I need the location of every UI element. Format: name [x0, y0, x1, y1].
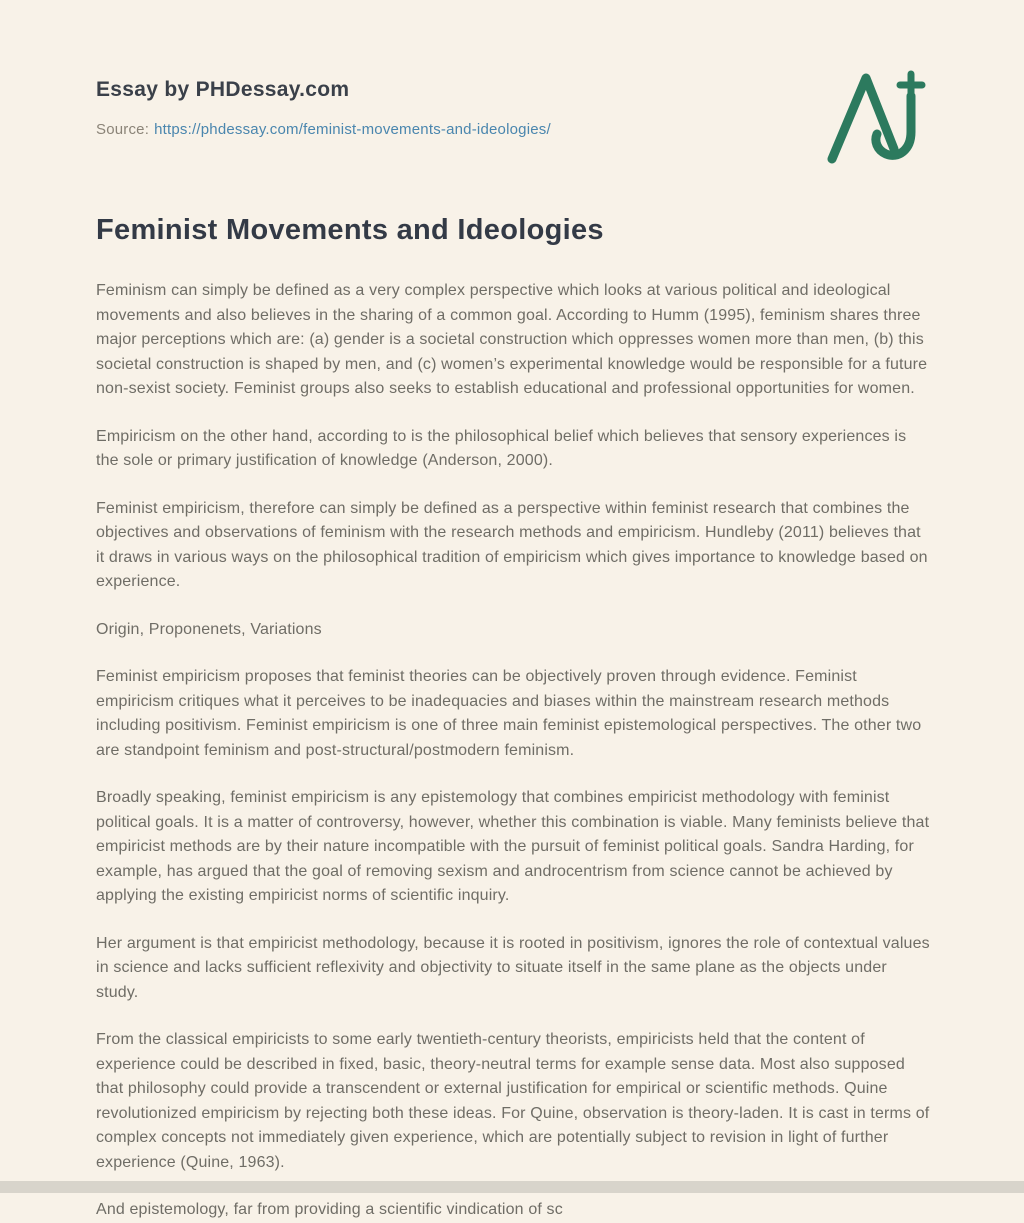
page-header: [96, 78, 930, 138]
paragraph: Feminist empiricism, therefore can simply be defined as a perspective within feminist research that combines the objectives and observations of feminism with the research methods and empiricism. Hundleby (2011) believes that it draws in various ways on the philosophical tradition of empiricism which gives importance to knowledge based on experience.: [96, 499, 928, 590]
paragraph: From the classical empiricists to some early twentieth-century theorists, empiricists held that the content of experience could be described in fixed, basic, theory-neutral terms for example sense data. Most also supposed that philosophy could provide a transcendent or external justification for empirical or scientific methods. Quine revolutionized empiricism by rejecting both these ideas. For Quine, observation is theory-laden. It is cast in terms of complex concepts not immediately given experience, which are potentially subject to revision in light of further experience (Quine, 1963).: [96, 1031, 930, 1171]
phdessay-logo-icon: [824, 68, 930, 164]
paragraph: Feminist empiricism proposes that feminist theories can be objectively proven through evidence. Feminist empiricism critiques what it perceives to be inadequacies and biases within the mainstream research methods including positivism. Feminist empiricism is one of three main feminist epistemological perspectives. The other two are standpoint feminism and post-structural/postmodern feminism.: [96, 668, 922, 759]
paragraph: Empiricism on the other hand, according to is the philosophical belief which believes that sensory experiences is the sole or primary justification of knowledge (Anderson, 2000).: [96, 427, 907, 469]
essay-body: [96, 279, 930, 1223]
paragraph: Feminism can simply be defined as a very complex perspective which looks at various political and ideological movements and also believes in the sharing of a common goal. According to Humm (1995), feminism shares three major perceptions which are: (a) gender is a societal construction which oppresses women more than men, (b) this societal construction is shaped by men, and (c) women’s experimental knowledge would be responsible for a future non-sexist society. Feminist groups also seeks to establish educational and professional opportunities for women.: [96, 282, 928, 397]
source-url-link[interactable]: https://phdessay.com/feminist-movements-and-ideologies/: [154, 121, 551, 138]
source-line: [96, 121, 930, 138]
source-label: Source:: [96, 121, 150, 138]
paragraph: Her argument is that empiricist methodology, because it is rooted in positivism, ignores the role of contextual values in science and lacks sufficient reflexivity and objectivity to situate itself in the same plane as the objects under study.: [96, 934, 930, 1001]
section-heading: Origin, Proponenets, Variations: [96, 620, 322, 638]
essay-title: Feminist Movements and Ideologies: [96, 214, 604, 246]
essay-content: [96, 214, 930, 1223]
paragraph: And epistemology, far from providing a scientific vindication of sc: [96, 1201, 563, 1218]
byline: Essay by PHDessay.com: [96, 78, 350, 101]
page-bottom-edge: [0, 1181, 1024, 1193]
paragraph: Broadly speaking, feminist empiricism is any epistemology that combines empiricist methodology with feminist political goals. It is a matter of controversy, however, whether this combination is viable. Many feminists believe that empiricist methods are by their nature incompatible with the pursuit of feminist political goals. Sandra Harding, for example, has argued that the goal of removing sexism and androcentrism from science cannot be achieved by applying the existing empiricist norms of scientific inquiry.: [96, 789, 930, 904]
